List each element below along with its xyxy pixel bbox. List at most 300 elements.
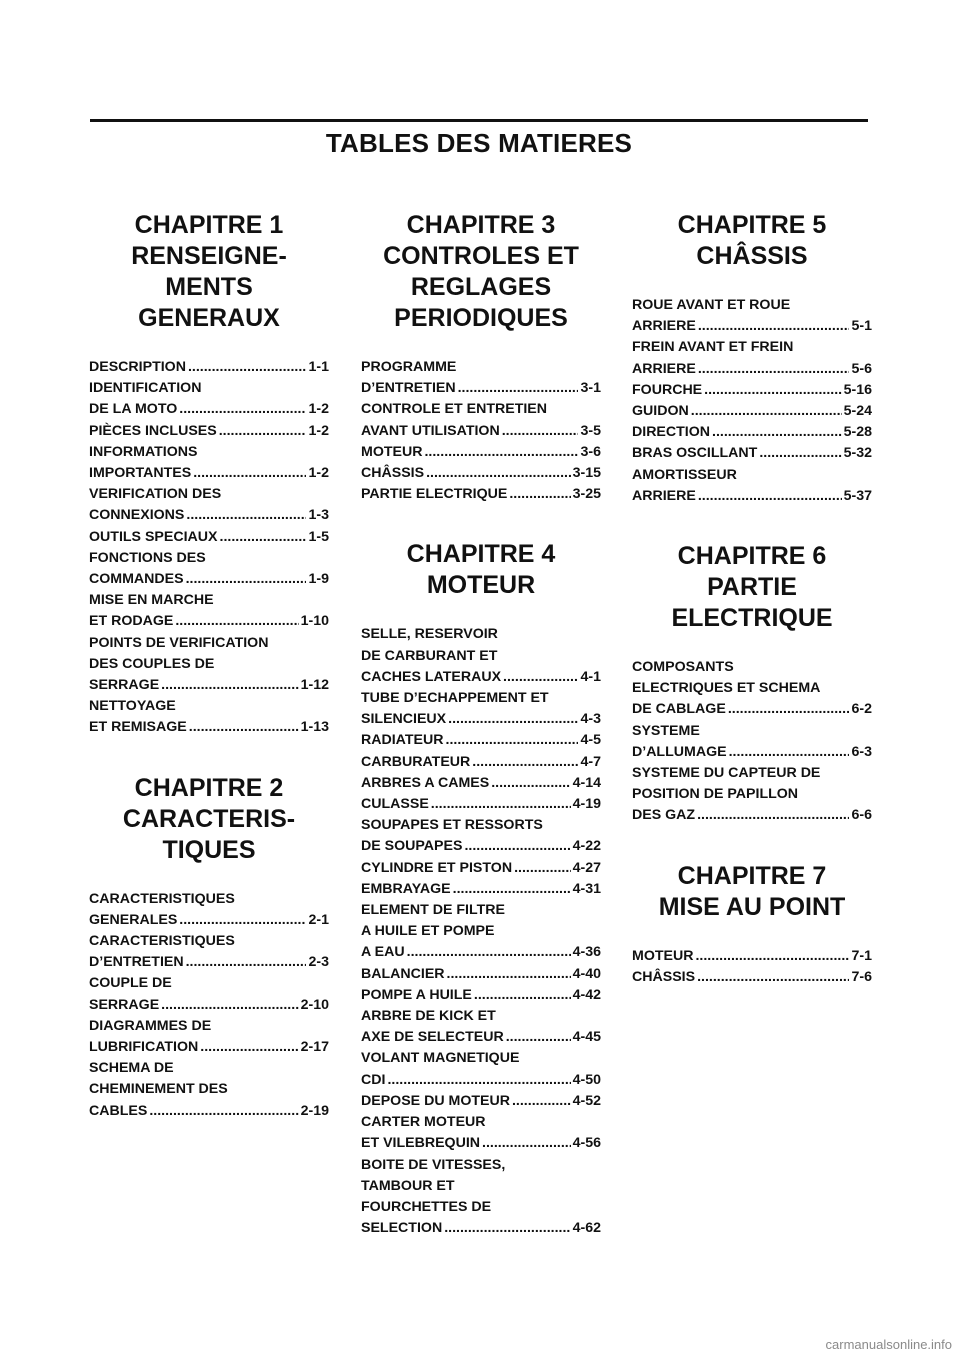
- dot-leader: [149, 1101, 298, 1122]
- toc-entry-row: [89, 357, 329, 378]
- toc-entry-text: EMBRAYAGE: [361, 880, 451, 897]
- toc-entry-text: COMPOSANTS: [632, 659, 734, 676]
- toc-entry[interactable]: [361, 442, 601, 463]
- toc-entry-text: COUPLE DE: [89, 975, 172, 992]
- toc-entry-row: [632, 742, 872, 763]
- toc-entry-text: D’ENTRETIEN: [89, 954, 184, 971]
- toc-entry-text: ELECTRIQUES ET SCHEMA: [632, 680, 821, 697]
- toc-entry-text: PIÈCES INCLUSES: [89, 422, 217, 439]
- toc-entry[interactable]: [361, 1155, 601, 1240]
- chapter-title-line: CARACTERIS-: [122, 804, 296, 833]
- toc-entry[interactable]: [361, 730, 601, 751]
- toc-entry-text: FONCTIONS DES: [89, 549, 206, 566]
- toc-entry-row: [361, 378, 601, 399]
- toc-entry[interactable]: [89, 484, 329, 526]
- toc-entry-row: [632, 401, 872, 422]
- toc-column-2: [361, 210, 601, 1273]
- dot-leader: [219, 421, 307, 442]
- chapter-title: [632, 861, 872, 923]
- dot-leader: [698, 316, 850, 337]
- toc-entry[interactable]: [361, 399, 601, 441]
- toc-entry-text: VERIFICATION DES: [89, 486, 222, 503]
- toc-entry-text: OUTILS SPECIAUX: [89, 528, 218, 545]
- chapter-title-line: ELECTRIQUE: [671, 604, 833, 633]
- toc-page-number: 1-2: [308, 401, 329, 418]
- toc-page-number: 1-13: [300, 719, 329, 736]
- toc-page-number: 2-10: [300, 996, 329, 1013]
- toc-entry[interactable]: [361, 773, 601, 794]
- toc-entry-text: CONNEXIONS: [89, 507, 185, 524]
- toc-page-number: 2-1: [308, 911, 329, 928]
- chapter-title-line: MISE AU POINT: [658, 892, 846, 921]
- dot-leader: [691, 401, 842, 422]
- chapter-section: [89, 210, 329, 739]
- toc-page-number: 1-9: [308, 571, 329, 588]
- toc-page-number: 1-12: [300, 677, 329, 694]
- toc-entry[interactable]: [89, 931, 329, 973]
- toc-entry-text: RADIATEUR: [361, 732, 444, 749]
- toc-page-number: 6-3: [851, 743, 872, 760]
- dot-leader: [424, 442, 578, 463]
- dot-leader: [186, 952, 307, 973]
- toc-entry-text: DE CABLAGE: [632, 701, 726, 718]
- dot-leader: [472, 752, 578, 773]
- toc-entry-text: SILENCIEUX: [361, 711, 447, 728]
- chapter-section: [89, 773, 329, 1122]
- dot-leader: [514, 858, 571, 879]
- toc-page-number: 1-3: [308, 507, 329, 524]
- toc-page-number: 5-24: [843, 403, 872, 420]
- toc-entry-text: SELLE, RESERVOIR: [361, 626, 498, 643]
- toc-page-number: 3-5: [580, 422, 601, 439]
- toc-entry-row: [632, 946, 872, 967]
- toc-entry[interactable]: [632, 380, 872, 401]
- toc-entry-text: BOITE DE VITESSES,: [361, 1156, 506, 1173]
- toc-entry[interactable]: [89, 1058, 329, 1122]
- toc-entry-text: DES GAZ: [632, 807, 696, 824]
- dot-leader: [482, 1133, 571, 1154]
- toc-entry-row: [89, 463, 329, 484]
- toc-entry-row: [361, 879, 601, 900]
- toc-entry-text: NETTOYAGE: [89, 698, 176, 715]
- chapter-title-line: MENTS: [165, 273, 253, 301]
- dot-leader: [431, 794, 571, 815]
- toc-page-number: 5-37: [843, 487, 872, 504]
- toc-entry[interactable]: [632, 295, 872, 337]
- toc-page-number: 2-17: [300, 1039, 329, 1056]
- toc-page-number: 1-5: [308, 528, 329, 545]
- dot-leader: [189, 717, 299, 738]
- toc-page-number: 4-50: [572, 1071, 601, 1088]
- toc-page-number: 4-40: [572, 965, 601, 982]
- toc-entry-text: SELECTION: [361, 1220, 443, 1237]
- toc-entry[interactable]: [632, 657, 872, 721]
- toc-entry[interactable]: [632, 721, 872, 763]
- toc-entry[interactable]: [361, 484, 601, 505]
- toc-page-number: 4-1: [580, 668, 601, 685]
- dot-leader: [695, 946, 849, 967]
- toc-entry[interactable]: [632, 422, 872, 443]
- toc-entry[interactable]: [361, 1112, 601, 1154]
- dot-leader: [193, 463, 306, 484]
- chapter-title-line: CHAPITRE 1: [134, 211, 284, 239]
- toc-entry-row: [361, 836, 601, 857]
- toc-page-number: 4-27: [572, 859, 601, 876]
- toc-entry-row: [632, 359, 872, 380]
- toc-entry-text: SERRAGE: [89, 677, 160, 694]
- chapter-section: [361, 539, 601, 1239]
- dot-leader: [448, 709, 578, 730]
- toc-entry-text: VOLANT MAGNETIQUE: [361, 1050, 520, 1067]
- toc-entry[interactable]: [89, 548, 329, 590]
- dot-leader: [458, 378, 579, 399]
- toc-entry-text: DESCRIPTION: [89, 359, 186, 375]
- chapter-section: [361, 210, 601, 505]
- toc-entry-text: DE CARBURANT ET: [361, 647, 498, 664]
- toc-entry-text: CYLINDRE ET PISTON: [361, 859, 513, 876]
- toc-entry[interactable]: [632, 946, 872, 967]
- chapter-title-line: GENERAUX: [138, 304, 280, 332]
- toc-entry-text: IDENTIFICATION: [89, 380, 202, 397]
- header-rule: [90, 119, 868, 122]
- toc-entry-text: TAMBOUR ET: [361, 1177, 455, 1194]
- toc-entry-text: ARRIERE: [632, 360, 696, 377]
- chapter-title-line: CHAPITRE 7: [677, 861, 827, 890]
- chapter-title-line: CONTROLES ET: [383, 242, 579, 270]
- toc-entry-text: BALANCIER: [361, 965, 445, 982]
- toc-entry-text: POMPE A HUILE: [361, 986, 472, 1003]
- toc-entry-text: CARACTERISTIQUES: [89, 890, 235, 907]
- toc-entry-text: COMMANDES: [89, 571, 184, 588]
- toc-entry-text: ARRIERE: [632, 487, 696, 504]
- dot-leader: [712, 422, 842, 443]
- chapter-title-line: CHÂSSIS: [696, 242, 808, 270]
- dot-leader: [464, 836, 570, 857]
- toc-entry-text: CHÂSSIS: [632, 968, 696, 985]
- toc-entry-row: [89, 995, 329, 1016]
- toc-column-3: [632, 210, 872, 1022]
- watermark-text: carmanualsonline.info: [825, 1337, 952, 1352]
- toc-entry[interactable]: [361, 1091, 601, 1112]
- toc-page-number: 2-3: [308, 954, 329, 971]
- toc-entry-text: PARTIE ELECTRIQUE: [361, 486, 508, 503]
- toc-entry[interactable]: [89, 421, 329, 442]
- toc-page-number: 4-56: [572, 1135, 601, 1152]
- toc-entry[interactable]: [361, 879, 601, 900]
- toc-entry-text: ARRIERE: [632, 318, 696, 335]
- toc-page-number: 5-32: [843, 445, 872, 462]
- dot-leader: [179, 910, 306, 931]
- toc-entry[interactable]: [89, 527, 329, 548]
- toc-entry-text: CACHES LATERAUX: [361, 668, 502, 685]
- toc-page-number: 4-14: [572, 774, 601, 791]
- dot-leader: [161, 995, 298, 1016]
- toc-entry[interactable]: [89, 442, 329, 484]
- toc-entry[interactable]: [89, 357, 329, 378]
- toc-page-number: 5-6: [851, 360, 872, 377]
- toc-entry-text: CHEMINEMENT DES: [89, 1081, 228, 1098]
- chapter-title: [361, 539, 601, 601]
- toc-entry-row: [361, 1091, 601, 1112]
- toc-page-number: 5-28: [843, 424, 872, 441]
- toc-entry-text: GENERALES: [89, 911, 178, 928]
- toc-entry-text: CABLES: [89, 1102, 148, 1119]
- toc-page-number: 4-45: [572, 1029, 601, 1046]
- toc-page-number: 4-31: [572, 880, 601, 897]
- toc-entry-text: ET RODAGE: [89, 613, 174, 630]
- toc-entry[interactable]: [89, 378, 329, 420]
- toc-entry-row: [89, 527, 329, 548]
- toc-entry[interactable]: [632, 443, 872, 464]
- chapter-title: [89, 773, 329, 866]
- toc-page-number: 7-6: [851, 968, 872, 985]
- toc-page-number: 3-25: [572, 486, 601, 503]
- toc-entry[interactable]: [361, 900, 601, 964]
- toc-entry-row: [361, 1133, 601, 1154]
- toc-entry-row: [632, 380, 872, 401]
- dot-leader: [186, 505, 306, 526]
- toc-entry-text: INFORMATIONS: [89, 443, 198, 460]
- toc-entry[interactable]: [89, 889, 329, 931]
- toc-page-number: 1-2: [308, 465, 329, 482]
- toc-entry-row: [89, 505, 329, 526]
- toc-entry-row: [361, 709, 601, 730]
- dot-leader: [698, 359, 850, 380]
- toc-entry-row: [632, 443, 872, 464]
- toc-page-number: 1-10: [300, 613, 329, 630]
- dot-leader: [491, 773, 570, 794]
- chapter-title-line: PERIODIQUES: [394, 304, 568, 332]
- dot-leader: [759, 443, 841, 464]
- chapter-section: [632, 861, 872, 988]
- chapter-title-line: CHAPITRE 3: [406, 211, 556, 239]
- toc-entry-row: [361, 964, 601, 985]
- toc-entry-text: MOTEUR: [361, 443, 423, 460]
- toc-entry[interactable]: [89, 1016, 329, 1058]
- chapter-title-line: CHAPITRE 6: [677, 542, 827, 571]
- chapter-title: [361, 210, 601, 334]
- toc-entry[interactable]: [361, 688, 601, 730]
- toc-entry[interactable]: [89, 696, 329, 738]
- toc-entry-row: [361, 858, 601, 879]
- toc-entry-row: [89, 717, 329, 738]
- chapter-title-line: CHAPITRE 5: [677, 211, 827, 239]
- toc-entry-text: A HUILE ET POMPE: [361, 923, 495, 940]
- toc-entry-text: GUIDON: [632, 403, 689, 420]
- toc-page-number: 4-19: [572, 796, 601, 813]
- toc-entry-row: [361, 463, 601, 484]
- dot-leader: [453, 879, 571, 900]
- toc-page-number: 4-22: [572, 838, 601, 855]
- toc-entry-row: [361, 752, 601, 773]
- dot-leader: [186, 569, 307, 590]
- toc-entry-text: CARTER MOTEUR: [361, 1114, 486, 1131]
- toc-entry-text: SYSTEME: [632, 722, 700, 739]
- dot-leader: [175, 611, 298, 632]
- dot-leader: [503, 667, 578, 688]
- toc-entry-row: [89, 611, 329, 632]
- toc-entry-row: [89, 910, 329, 931]
- chapter-title-line: CHAPITRE 4: [406, 540, 556, 569]
- dot-leader: [728, 699, 850, 720]
- toc-entry-text: D’ENTRETIEN: [361, 380, 456, 397]
- toc-entry-row: [361, 773, 601, 794]
- dot-leader: [426, 463, 571, 484]
- toc-entry[interactable]: [361, 752, 601, 773]
- dot-leader: [509, 484, 570, 505]
- chapter-title-line: RENSEIGNE-: [131, 242, 287, 270]
- chapter-title-line: REGLAGES: [410, 273, 552, 301]
- toc-entry-text: CHÂSSIS: [361, 465, 425, 482]
- dot-leader: [447, 964, 571, 985]
- toc-entry-text: MISE EN MARCHE: [89, 592, 214, 609]
- toc-entry-text: ELEMENT DE FILTRE: [361, 902, 505, 919]
- dot-leader: [200, 1037, 298, 1058]
- toc-entry[interactable]: [361, 985, 601, 1006]
- chapter-title: [632, 541, 872, 634]
- chapter-section: [632, 210, 872, 507]
- toc-entry[interactable]: [89, 633, 329, 697]
- toc-entry[interactable]: [361, 964, 601, 985]
- toc-entry-text: CONTROLE ET ENTRETIEN: [361, 401, 548, 418]
- toc-entry[interactable]: [361, 794, 601, 815]
- chapter-title-line: TIQUES: [162, 835, 256, 864]
- toc-entry-text: DE LA MOTO: [89, 401, 178, 418]
- dot-leader: [704, 380, 841, 401]
- toc-entry-text: POINTS DE VERIFICATION: [89, 634, 269, 651]
- dot-leader: [446, 730, 579, 751]
- toc-entry-text: IMPORTANTES: [89, 465, 192, 482]
- chapter-title-line: CHAPITRE 2: [134, 773, 284, 802]
- toc-entry-text: AVANT UTILISATION: [361, 422, 500, 439]
- toc-page-number: 3-6: [580, 443, 601, 460]
- toc-entry-text: CARACTERISTIQUES: [89, 933, 235, 950]
- dot-leader: [698, 486, 842, 507]
- chapter-title: [89, 210, 329, 334]
- toc-entry[interactable]: [361, 357, 601, 399]
- toc-entry-text: DES COUPLES DE: [89, 655, 215, 672]
- toc-entry-row: [89, 421, 329, 442]
- toc-entry-text: FOURCHETTES DE: [361, 1198, 492, 1215]
- toc-page-number: 3-1: [580, 380, 601, 397]
- toc-page-number: 1-1: [308, 359, 329, 375]
- toc-entry-row: [632, 316, 872, 337]
- toc-entry-text: DIAGRAMMES DE: [89, 1017, 212, 1034]
- toc-entry-row: [89, 675, 329, 696]
- toc-entry-text: AXE DE SELECTEUR: [361, 1029, 504, 1046]
- toc-entry-row: [361, 794, 601, 815]
- toc-entry[interactable]: [632, 465, 872, 507]
- toc-entry-text: ET VILEBREQUIN: [361, 1135, 481, 1152]
- toc-entry-row: [361, 442, 601, 463]
- dot-leader: [220, 527, 307, 548]
- toc-page-number: 3-15: [572, 465, 601, 482]
- dot-leader: [407, 942, 571, 963]
- toc-entry-text: D’ALLUMAGE: [632, 743, 727, 760]
- toc-page-number: 6-6: [851, 807, 872, 824]
- dot-leader: [474, 985, 571, 1006]
- toc-entry-row: [632, 967, 872, 988]
- toc-entry-row: [632, 699, 872, 720]
- toc-page-number: 2-19: [300, 1102, 329, 1119]
- toc-entry[interactable]: [632, 337, 872, 379]
- toc-entry-text: LUBRIFICATION: [89, 1039, 199, 1056]
- chapter-title-line: MOTEUR: [426, 571, 536, 600]
- chapter-section: [632, 541, 872, 827]
- toc-entry-row: [361, 484, 601, 505]
- toc-entry[interactable]: [89, 973, 329, 1015]
- toc-entry-text: BRAS OSCILLANT: [632, 445, 758, 462]
- toc-entry-row: [361, 667, 601, 688]
- dot-leader: [729, 742, 850, 763]
- toc-entry-row: [361, 1070, 601, 1091]
- toc-page-number: 4-3: [580, 711, 601, 728]
- toc-page-number: 7-1: [851, 947, 872, 964]
- chapter-title: [632, 210, 872, 272]
- toc-entry-row: [89, 1037, 329, 1058]
- dot-leader: [502, 421, 579, 442]
- toc-entry-text: DIRECTION: [632, 424, 711, 441]
- toc-entry-text: ROUE AVANT ET ROUE: [632, 297, 791, 313]
- toc-entry[interactable]: [361, 815, 601, 857]
- toc-entry-row: [361, 730, 601, 751]
- dot-leader: [506, 1027, 571, 1048]
- chapter-title-line: PARTIE: [707, 573, 797, 602]
- toc-entry[interactable]: [632, 401, 872, 422]
- toc-entry-text: SCHEMA DE: [89, 1060, 174, 1077]
- toc-entry-row: [361, 1027, 601, 1048]
- toc-page-number: 5-16: [843, 381, 872, 398]
- toc-entry[interactable]: [89, 590, 329, 632]
- toc-entry-row: [632, 805, 872, 826]
- dot-leader: [697, 805, 849, 826]
- toc-page-number: 4-52: [572, 1092, 601, 1109]
- toc-entry-text: ARBRES A CAMES: [361, 774, 490, 791]
- toc-entry-row: [361, 942, 601, 963]
- toc-entry-text: PROGRAMME: [361, 359, 457, 375]
- toc-entry[interactable]: [632, 763, 872, 827]
- toc-entry-text: SYSTEME DU CAPTEUR DE: [632, 765, 821, 782]
- toc-entry-text: DEPOSE DU MOTEUR: [361, 1092, 510, 1109]
- toc-entry[interactable]: [361, 1006, 601, 1048]
- toc-entry-text: CARBURATEUR: [361, 753, 471, 770]
- toc-entry-text: CULASSE: [361, 796, 429, 813]
- toc-page-number: 4-42: [572, 986, 601, 1003]
- toc-entry-text: SOUPAPES ET RESSORTS: [361, 817, 543, 834]
- dot-leader: [161, 675, 298, 696]
- dot-leader: [512, 1091, 571, 1112]
- toc-page-number: 4-36: [572, 944, 601, 961]
- page-title: TABLES DES MATIERES: [325, 128, 633, 158]
- toc-entry[interactable]: [361, 858, 601, 879]
- dot-leader: [697, 967, 849, 988]
- toc-entry-text: ARBRE DE KICK ET: [361, 1008, 496, 1025]
- toc-entry-text: ET REMISAGE: [89, 719, 187, 736]
- toc-entry-row: [89, 399, 329, 420]
- toc-entry-row: [89, 1101, 329, 1122]
- toc-page-number: 5-1: [851, 318, 872, 335]
- toc-entry-text: AMORTISSEUR: [632, 466, 737, 483]
- toc-entry[interactable]: [361, 463, 601, 484]
- toc-entry-text: A EAU: [361, 944, 405, 961]
- toc-entry-text: DE SOUPAPES: [361, 838, 463, 855]
- toc-entry[interactable]: [361, 624, 601, 688]
- toc-entry[interactable]: [632, 967, 872, 988]
- toc-entry[interactable]: [361, 1048, 601, 1090]
- toc-page-number: 6-2: [851, 701, 872, 718]
- toc-column-1: [89, 210, 329, 1156]
- toc-entry-text: SERRAGE: [89, 996, 160, 1013]
